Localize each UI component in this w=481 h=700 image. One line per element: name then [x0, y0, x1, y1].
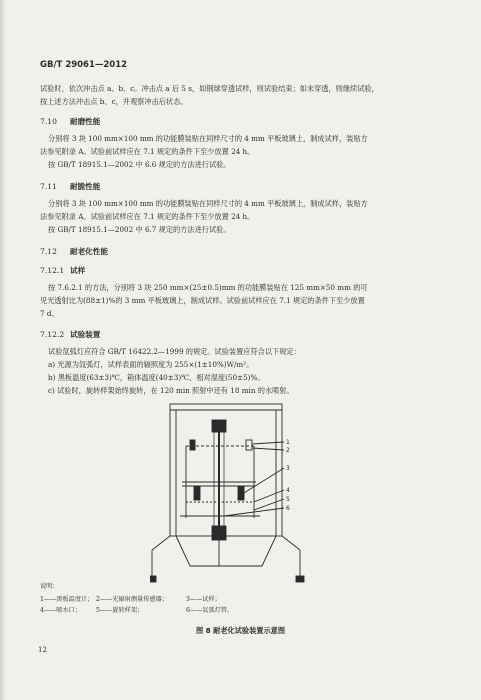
section-number: 7.12.1 — [40, 266, 65, 275]
legend-item-4: 4——喷水口； — [40, 607, 82, 614]
section-heading-7-12-2 — [40, 329, 100, 340]
black-panel-thermometer — [190, 440, 195, 450]
section-line: 7 d。 — [40, 309, 59, 318]
callout-3: 3 — [286, 465, 290, 472]
xenon-lamp-top — [212, 420, 226, 432]
aging-apparatus-diagram — [150, 398, 310, 593]
list-item-c: c) 试验时，旋转样架始终旋转，在 120 min 照射中还有 18 min 的水喷射。 — [48, 386, 294, 395]
section-line: 见光透射比为(88±1)%的 3 mm 平板玻璃上，制成试样。试验前试样应在 7.1 规定的条件下至少放置 — [40, 296, 365, 305]
legend-item-6: 6——氙弧灯管。 — [186, 607, 234, 614]
section-line: 分别将 3 块 100 mm×100 mm 的功能膜装贴在同样尺寸的 4 mm 平板玻璃上，制成试样，装贴方 — [48, 134, 368, 143]
section-number: 7.10 — [40, 117, 57, 126]
standard-code: GB/T 29061—2012 — [40, 60, 128, 70]
legend-item-3: 3——试样； — [186, 596, 221, 603]
section-title: 耐老化性能 — [70, 247, 108, 256]
callout-5: 5 — [286, 496, 290, 503]
intro-line: 试验时，依次冲击点 a、b、c。冲击点 a 后 5 s，如钢球穿透试样，则试验结束；如未穿透，则继续试验， — [40, 84, 379, 93]
legend-title: 说明： — [40, 583, 59, 590]
section-line: 法参见附录 A。试验前试样应在 7.1 规定的条件下至少放置 24 h。 — [40, 147, 255, 156]
legend-item-5: 5——旋转样架； — [96, 607, 144, 614]
section-line: 按 7.6.2.1 的方法，分别将 3 块 250 mm×(25±0.5)mm 的功能膜装贴在 125 mm×50 mm 的可 — [48, 283, 368, 292]
callout-2: 2 — [286, 447, 290, 454]
section-line: 分别将 3 块 100 mm×100 mm 的功能膜装贴在同样尺寸的 4 mm 平板玻璃上，制成试样，装贴方 — [48, 199, 368, 208]
section-title: 试验装置 — [70, 330, 101, 339]
intro-line: 按上述方法冲击点 b、c，并观察冲击后状态。 — [40, 97, 188, 106]
section-heading-7-12-1 — [40, 265, 85, 276]
section-heading-7-10 — [40, 116, 100, 127]
section-number: 7.12.2 — [40, 330, 65, 339]
callout-6: 6 — [286, 505, 290, 512]
section-heading-7-12 — [40, 246, 108, 257]
callout-4: 4 — [286, 487, 290, 494]
section-number: 7.11 — [40, 182, 57, 191]
list-item-a: a) 光源为氙弧灯，试样表面的辐照度为 255×(1±10%)W/m²。 — [48, 360, 254, 369]
specimen-right — [238, 486, 244, 500]
radiometer-sensor — [246, 440, 252, 450]
section-line: 按 GB/T 18915.1—2002 中 6.7 规定的方法进行试验。 — [48, 225, 231, 234]
scan-shadow-edge — [0, 0, 6, 700]
section-title: 试样 — [70, 266, 86, 275]
section-line: 法参见附录 A。试验前试样应在 7.1 规定的条件下至少放置 24 h。 — [40, 212, 255, 221]
section-title: 耐磨性能 — [70, 117, 101, 126]
section-number: 7.12 — [40, 247, 57, 256]
section-title: 耐脆性能 — [70, 182, 101, 191]
water-spray-nozzle — [212, 526, 226, 540]
section-line: 按 GB/T 18915.1—2002 中 6.6 规定的方法进行试验。 — [48, 160, 231, 169]
figure-caption: 图 8 耐老化试验装置示意图 — [195, 626, 286, 635]
section-heading-7-11 — [40, 181, 100, 192]
page-number: 12 — [38, 646, 47, 654]
list-item-b: b) 黑板温度(63±3)℃，箱体温度(40±3)℃，相对湿度(50±5)%。 — [48, 373, 265, 382]
specimen-left — [194, 486, 200, 500]
legend-item-1: 1——黑板温度计； — [40, 596, 94, 603]
callout-1: 1 — [286, 439, 290, 446]
section-line: 试验氙弧灯应符合 GB/T 16422.2—1999 的规定。试验装置应符合以下规定： — [48, 347, 301, 356]
legend-item-2: 2——光辐射测量传感器； — [96, 596, 168, 603]
